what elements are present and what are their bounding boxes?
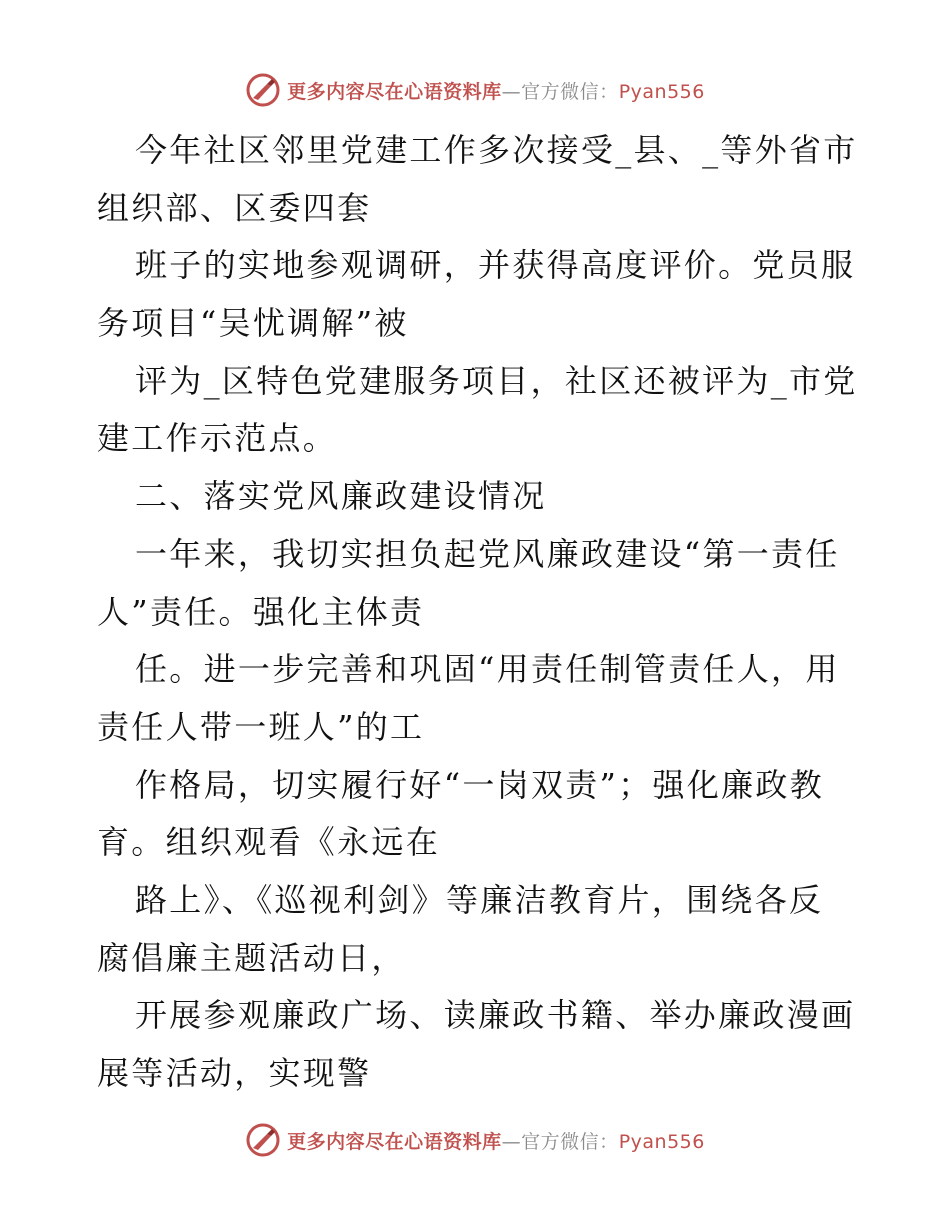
- text-line: 二、落实党风廉政建设情况: [135, 477, 547, 516]
- document-body: [97, 122, 857, 1103]
- text-line: 建工作示范点。: [97, 419, 338, 458]
- banner-text: [287, 77, 705, 104]
- banner-wechat-id: Pyan556: [618, 80, 705, 103]
- banner-dash: —: [501, 1130, 522, 1153]
- banner-label: 官方微信：: [521, 1130, 619, 1153]
- pen-logo-icon: [245, 1122, 281, 1158]
- header-banner: [0, 70, 950, 110]
- banner-wechat-id: Pyan556: [618, 1130, 705, 1153]
- text-line: 开展参观廉政广场、读廉政书籍、举办廉政漫画: [135, 996, 856, 1035]
- banner-text: [287, 1127, 705, 1154]
- banner-lead: 更多内容尽在心语资料库: [287, 1130, 502, 1153]
- text-line: 作格局，切实履行好“一岗双责”；强化廉政教: [135, 765, 825, 804]
- text-line: 务项目“吴忧调解”被: [97, 304, 409, 343]
- text-line: 展等活动，实现警: [97, 1054, 372, 1092]
- text-line: 今年社区邻里党建工作多次接受_县、_等外省市: [135, 131, 858, 169]
- text-line: 责任人带一班人”的工: [97, 707, 425, 746]
- banner-lead: 更多内容尽在心语资料库: [287, 80, 502, 103]
- footer-banner: [0, 1120, 950, 1160]
- text-line: 人”责任。强化主体责: [97, 592, 425, 631]
- text-line: 育。组织观看《永远在: [97, 823, 441, 862]
- text-line: 腐倡廉主题活动日，: [97, 938, 406, 977]
- text-line: 一年来，我切实担负起党风廉政建设“第一责任: [135, 534, 840, 573]
- pen-logo-icon: [245, 72, 281, 108]
- text-line: 路上》、《巡视利剑》等廉洁教育片，围绕各反: [135, 880, 824, 919]
- text-line: 班子的实地参观调研，并获得高度评价。党员服: [135, 246, 856, 285]
- text-line: 组织部、区委四套: [97, 188, 372, 227]
- banner-label: 官方微信：: [521, 80, 619, 103]
- text-line: 评为_区特色党建服务项目，社区还被评为_市党: [135, 361, 858, 400]
- banner-dash: —: [501, 80, 522, 103]
- text-line: 任。进一步完善和巩固“用责任制管责任人，用: [135, 650, 840, 689]
